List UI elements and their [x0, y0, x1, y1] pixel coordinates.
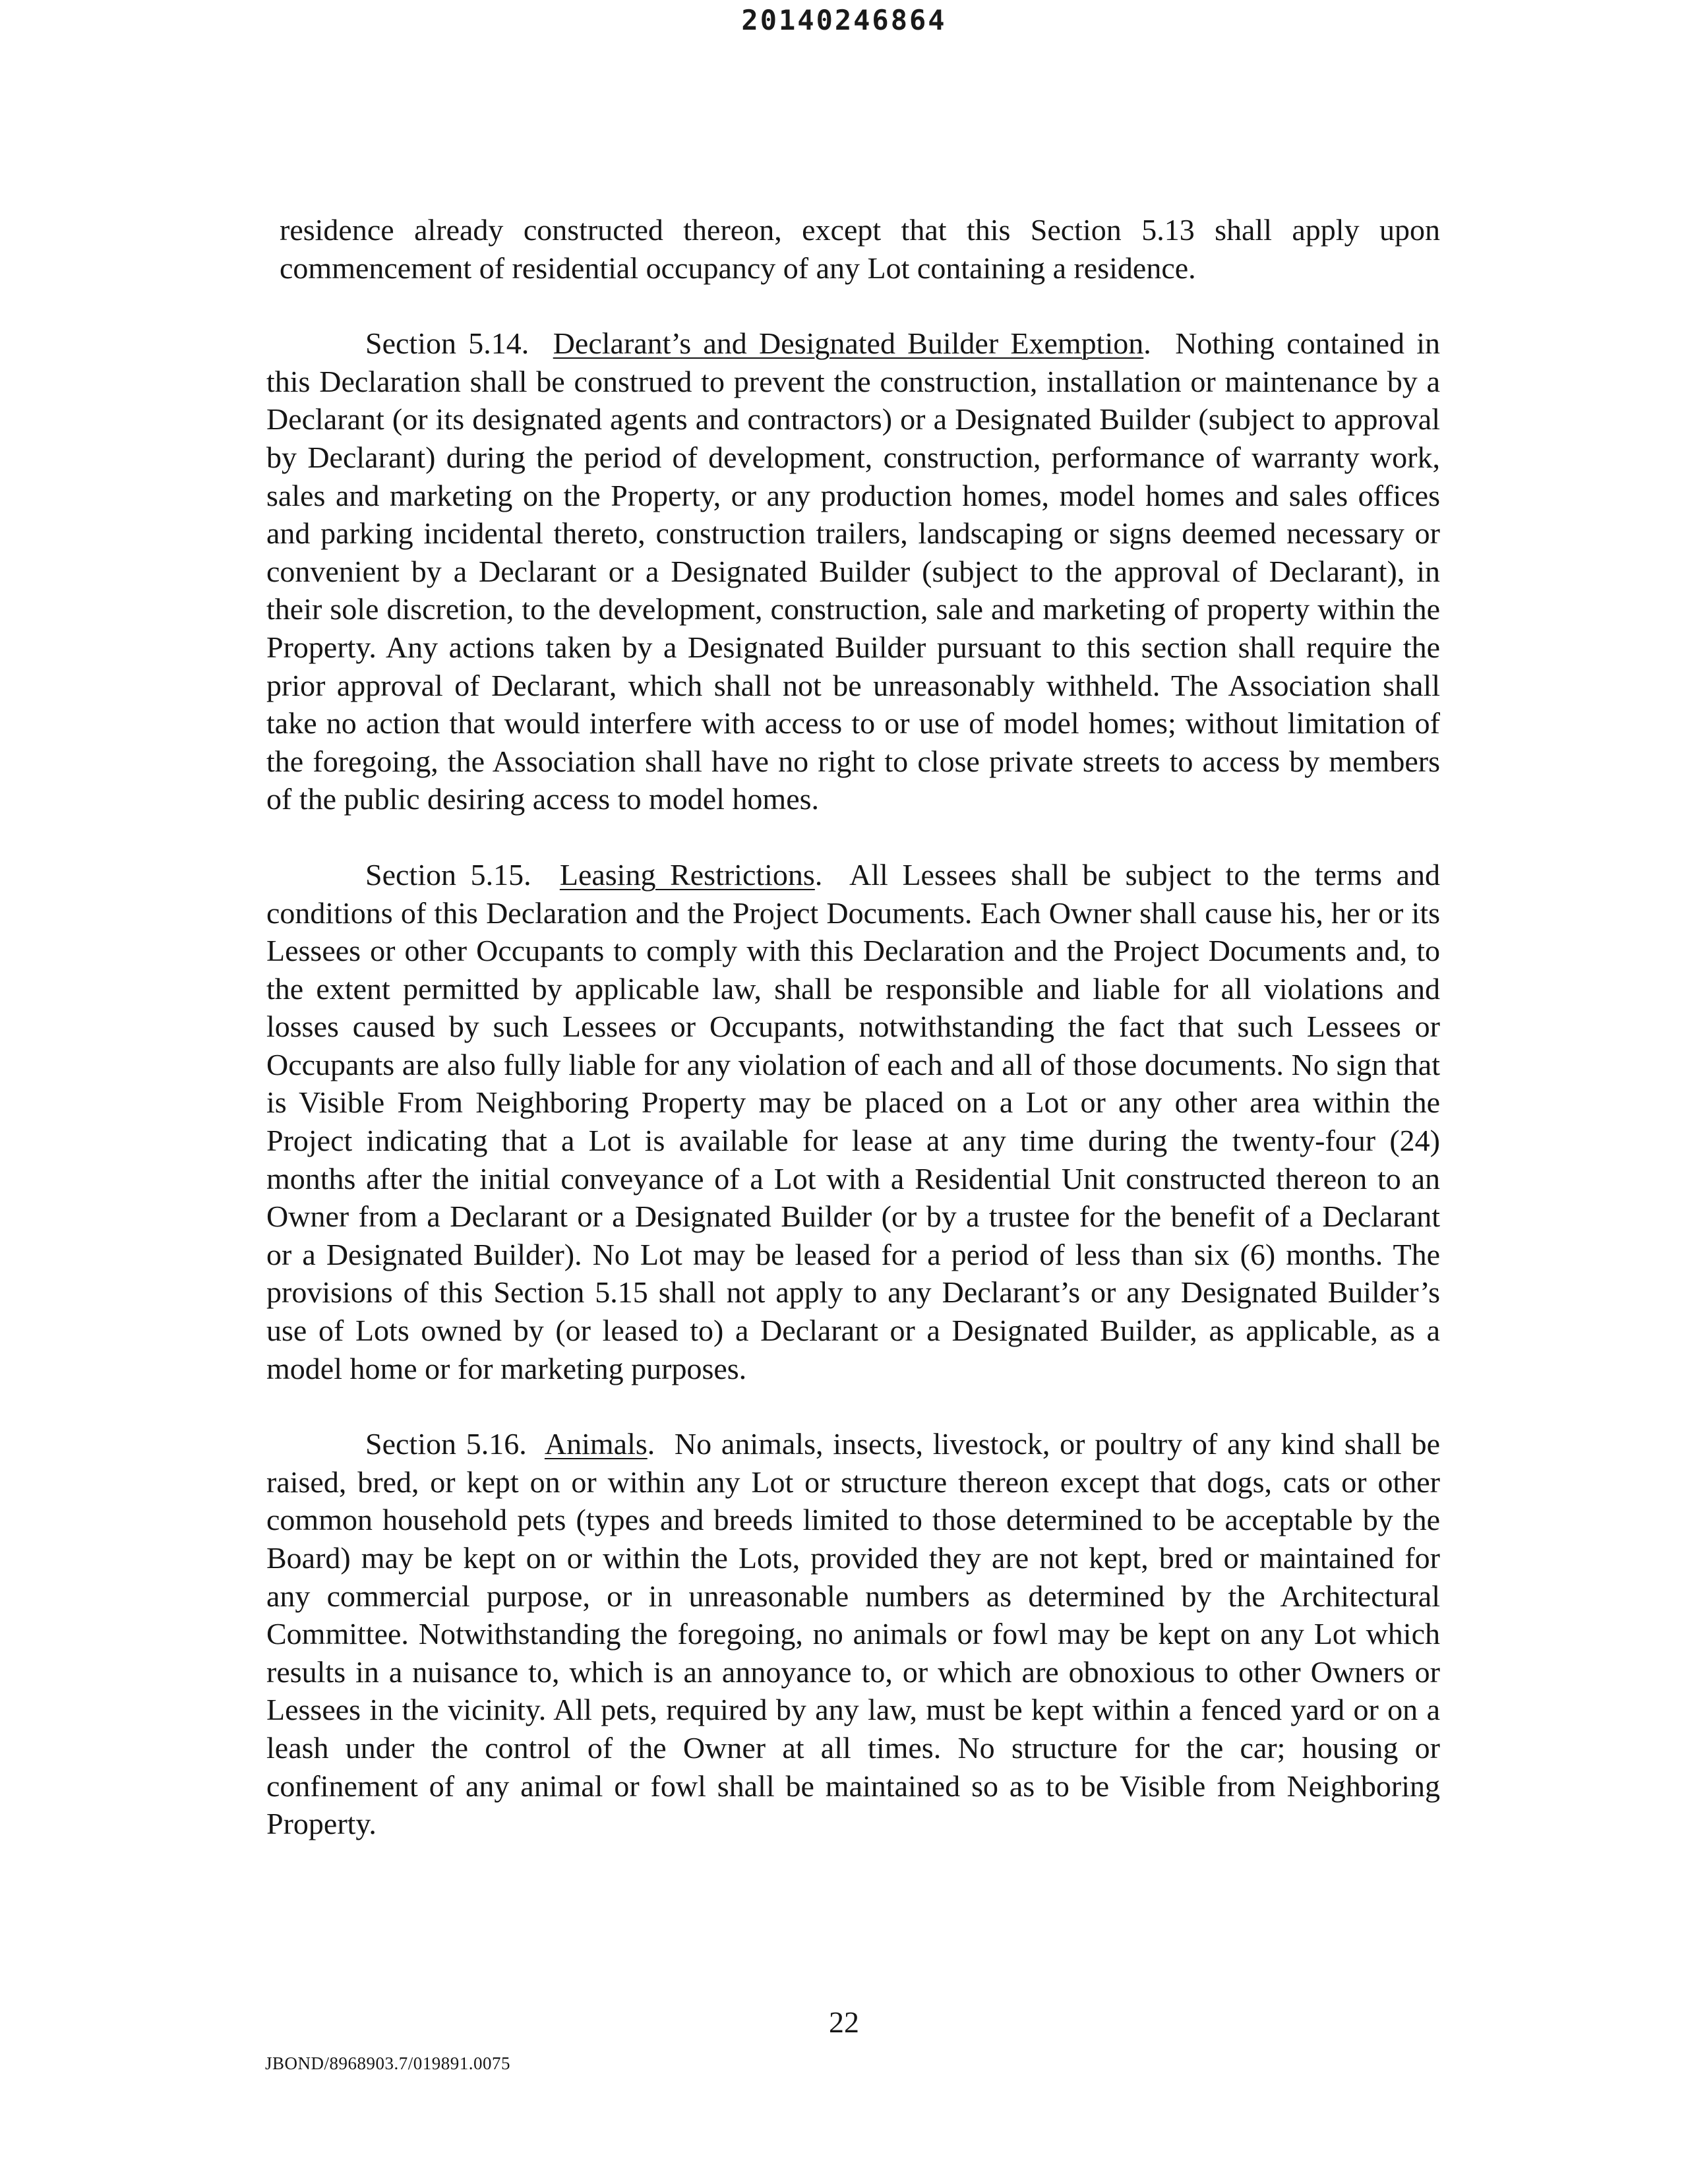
document-number: 20140246864 — [741, 4, 947, 36]
footer-document-id: JBOND/8968903.7/019891.0075 — [265, 2053, 511, 2073]
section-text: All Lessees shall be subject to the terms and conditions of this Declaration and the Project Documents. Each Owner shall cause his, her or its Lessees or other Occupants to comply with this Declaration and the Project Documents and, to the extent permitted by applicable law, shall be responsible and liable for all violations and losses caused by such Lessees or Occupants, notwithstanding the fact that such Lessees or Occupants are also fully liable for any violation of each and all of those documents. No sign that is Visible From Neighboring Property may be placed on a Lot or any other area within the Project indicating that a Lot is available for lease at any time during the twenty-four (24) months after the initial conveyance of a Lot with a Residential Unit constructed thereon to an Owner from a Declarant or a Designated Builder (or by a trustee for the benefit of a Declarant or a Designated Builder). No Lot may be leased for a period of less than six (6) months. The provisions of this Section 5.15 shall not apply to any Declarant’s or any Designated Builder’s use of Lots owned by (or leased to) a Declarant or a Designated Builder, as applicable, as a model home or for marketing purposes. — [266, 857, 1441, 1385]
section-heading: Declarant’s and Designated Builder Exemption — [553, 326, 1144, 361]
section-number: Section 5.15. — [365, 857, 531, 892]
page-number: 22 — [829, 2005, 859, 2039]
document-body — [266, 211, 1440, 1881]
continuation-paragraph: residence already constructed thereon, except that this Section 5.13 shall apply upon commencement of residential occupancy of any Lot containing a residence. — [280, 213, 1440, 285]
section-heading: Animals — [544, 1427, 648, 1461]
section-number: Section 5.16. — [365, 1427, 527, 1461]
section-5-14: Section 5.14. Declarant’s and Designated Builder Exemption. Nothing contained in this Declaration shall be construed to prevent the construction, installation or maintenance by a Declarant (or its designated agents and contractors) or a Designated Builder (subject to approval by Declarant) during the period of development, construction, performance of warranty work, sales and marketing on the Property, or any production homes, model homes and sales offices and parking incidental thereto, construction trailers, landscaping or signs deemed necessary or convenient by a Declarant or a Designated Builder (subject to the approval of Declarant), in their sole discretion, to the development, construction, sale and marketing of property within the Property. Any actions taken by a Designated Builder pursuant to this section shall require the prior approval of Declarant, which shall not be unreasonably withheld. The Association shall take no action that would interfere with access to or use of model homes; without limitation of the foregoing, the Association shall have no right to close private streets to access by members of the public desiring access to model homes. — [266, 326, 1441, 816]
section-heading: Leasing Restrictions — [559, 857, 815, 892]
section-5-16: Section 5.16. Animals. No animals, insects, livestock, or poultry of any kind shall be raised, bred, or kept on or within any Lot or structure thereon except that dogs, cats or other common household pets (types and breeds limited to those determined to be acceptable by the Board) may be kept on or within the Lots, provided they are not kept, bred or maintained for any commercial purpose, or in unreasonable numbers as determined by the Architectural Committee. Notwithstanding the foregoing, no animals or fowl may be kept on any Lot which results in a nuisance to, which is an annoyance to, or which are obnoxious to other Owners or Lessees in the vicinity. All pets, required by any law, must be kept within a fenced yard or on a leash under the control of the Owner at all times. No structure for the car; housing or confinement of any animal or fowl shall be maintained so as to be Visible from Neighboring Property. — [266, 1427, 1441, 1841]
section-text: Nothing contained in this Declaration shall be construed to prevent the construction, installation or maintenance by a Declarant (or its designated agents and contractors) or a Designated Builder (subject to approval by Declarant) during the period of development, construction, performance of warranty work, sales and marketing on the Property, or any production homes, model homes and sales offices and parking incidental thereto, construction trailers, landscaping or signs deemed necessary or convenient by a Declarant or a Designated Builder (subject to the approval of Declarant), in their sole discretion, to the development, construction, sale and marketing of property within the Property. Any actions taken by a Designated Builder pursuant to this section shall require the prior approval of Declarant, which shall not be unreasonably withheld. The Association shall take no action that would interfere with access to or use of model homes; without limitation of the foregoing, the Association shall have no right to close private streets to access by members of the public desiring access to model homes. — [266, 326, 1441, 816]
section-text: No animals, insects, livestock, or poultry of any kind shall be raised, bred, or kept on or within any Lot or structure thereon except that dogs, cats or other common household pets (types and breeds limited to those determined to be acceptable by the Board) may be kept on or within the Lots, provided they are not kept, bred or maintained for any commercial purpose, or in unreasonable numbers as determined by the Architectural Committee. Notwithstanding the foregoing, no animals or fowl may be kept on any Lot which results in a nuisance to, which is an annoyance to, or which are obnoxious to other Owners or Lessees in the vicinity. All pets, required by any law, must be kept within a fenced yard or on a leash under the control of the Owner at all times. No structure for the car; housing or confinement of any animal or fowl shall be maintained so as to be Visible from Neighboring Property. — [266, 1427, 1441, 1841]
section-number: Section 5.14. — [365, 326, 529, 361]
section-5-15: Section 5.15. Leasing Restrictions. All Lessees shall be subject to the terms and conditions of this Declaration and the Project Documents. Each Owner shall cause his, her or its Lessees or other Occupants to comply with this Declaration and the Project Documents and, to the extent permitted by applicable law, shall be responsible and liable for all violations and losses caused by such Lessees or Occupants, notwithstanding the fact that such Lessees or Occupants are also fully liable for any violation of each and all of those documents. No sign that is Visible From Neighboring Property may be placed on a Lot or any other area within the Project indicating that a Lot is available for lease at any time during the twenty-four (24) months after the initial conveyance of a Lot with a Residential Unit constructed thereon to an Owner from a Declarant or a Designated Builder (or by a trustee for the benefit of a Declarant or a Designated Builder). No Lot may be leased for a period of less than six (6) months. The provisions of this Section 5.15 shall not apply to any Declarant’s or any Designated Builder’s use of Lots owned by (or leased to) a Declarant or a Designated Builder, as applicable, as a model home or for marketing purposes. — [266, 857, 1441, 1385]
